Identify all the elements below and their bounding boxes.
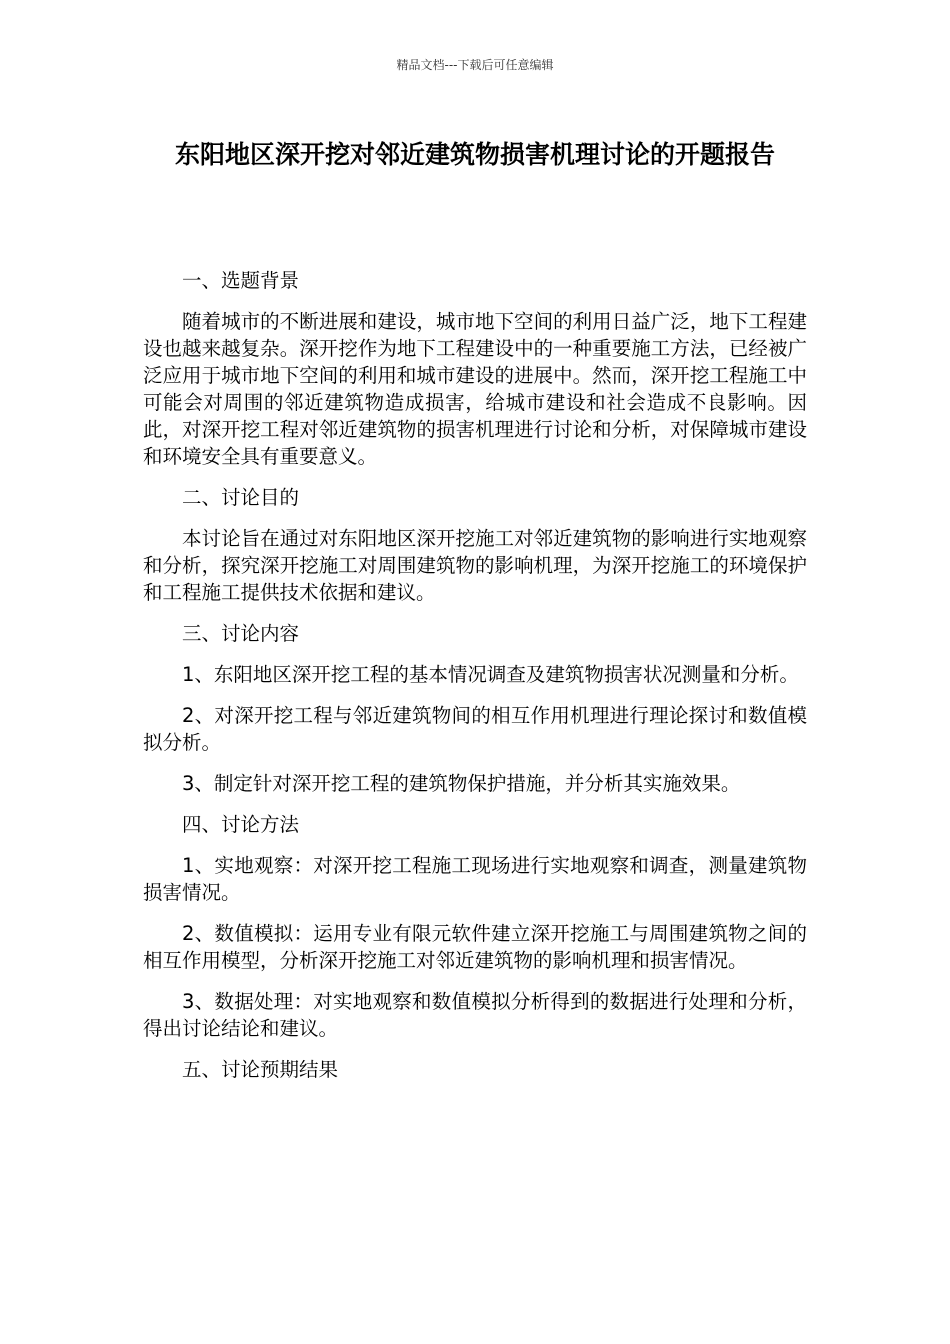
section-heading-expected-results: 五、讨论预期结果	[182, 1058, 339, 1081]
paragraph-methods-item-3: 3、数据处理：对实地观察和数值模拟分析得到的数据进行处理和分析，得出讨论结论和建议。	[143, 990, 807, 1040]
paragraph-purpose: 本讨论旨在通过对东阳地区深开挖施工对邻近建筑物的影响进行实地观察和分析，探究深开挖施工对周围建筑物的影响机理，为深开挖施工的环境保护和工程施工提供技术依据和建议。	[143, 527, 807, 604]
paragraph-content-item-2: 2、对深开挖工程与邻近建筑物间的相互作用机理进行理论探讨和数值模拟分析。	[143, 704, 807, 754]
document-title: 东阳地区深开挖对邻近建筑物损害机理讨论的开题报告	[174, 140, 775, 169]
paragraph-methods-item-2: 2、数值模拟：运用专业有限元软件建立深开挖施工与周围建筑物之间的相互作用模型，分析深开挖施工对邻近建筑物的影响机理和损害情况。	[143, 922, 807, 972]
section-heading-background: 一、选题背景	[182, 269, 300, 292]
paragraph-content-item-1: 1、东阳地区深开挖工程的基本情况调查及建筑物损害状况测量和分析。	[182, 663, 799, 686]
section-heading-content: 三、讨论内容	[182, 622, 300, 645]
section-heading-purpose: 二、讨论目的	[182, 486, 300, 509]
paragraph-content-item-3: 3、制定针对深开挖工程的建筑物保护措施，并分析其实施效果。	[182, 772, 741, 795]
paragraph-methods-item-1: 1、实地观察：对深开挖工程施工现场进行实地观察和调查，测量建筑物损害情况。	[143, 854, 807, 904]
header-note: 精品文档---下载后可任意编辑	[396, 58, 554, 72]
section-heading-methods: 四、讨论方法	[182, 813, 300, 836]
document-body	[143, 267, 807, 1097]
paragraph-background: 随着城市的不断进展和建设，城市地下空间的利用日益广泛，地下工程建设也越来越复杂。深开挖作为地下工程建设中的一种重要施工方法，已经被广泛应用于城市地下空间的利用和城市建设的进展中。然而，深开挖工程施工中可能会对周围的邻近建筑物造成损害，给城市建设和社会造成不良影响。因此，对深开挖工程对邻近建筑物的损害机理进行讨论和分析，对保障城市建设和环境安全具有重要意义。	[143, 310, 807, 468]
